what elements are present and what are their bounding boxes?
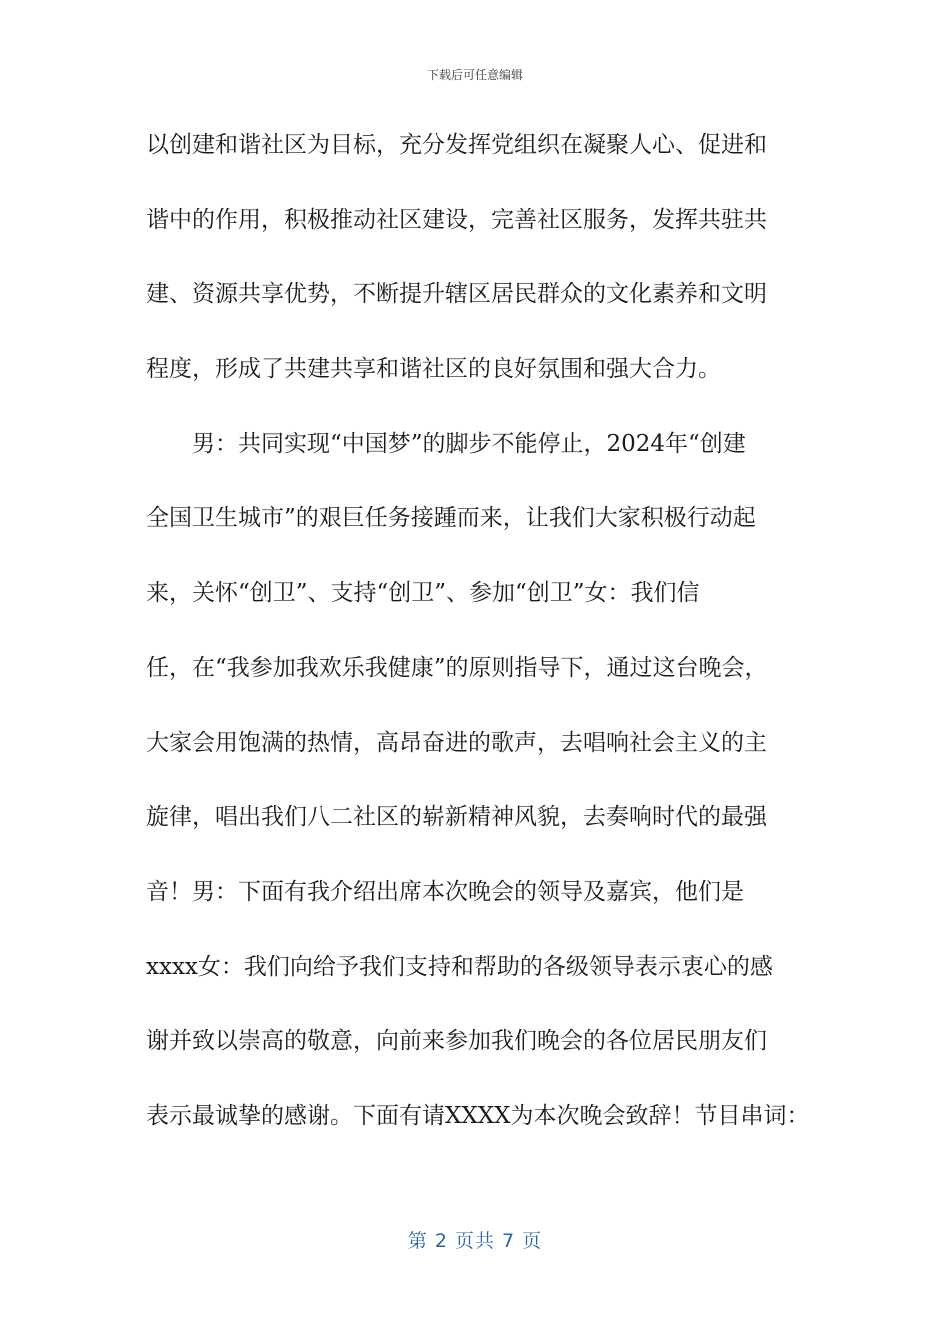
text-line: 男：共同实现“中国梦”的脚步不能停止，2024年“创建 <box>146 430 746 457</box>
text-line: 大家会用饱满的热情，高昂奋进的歌声，去唱响社会主义的主 <box>146 729 767 756</box>
text-line: 程度，形成了共建共享和谐社区的良好氛围和强大合力。 <box>146 356 721 383</box>
text-line: xxxx女：我们向给予我们支持和帮助的各级领导表示衷心的感 <box>146 953 773 980</box>
text-line: 全国卫生城市”的艰巨任务接踵而来，让我们大家积极行动起 <box>146 505 756 532</box>
text-line: 表示最诚挚的感谢。下面有请XXXX为本次晚会致辞！节目串词： <box>146 1102 810 1129</box>
text-line: 旋律，唱出我们八二社区的崭新精神风貌，去奏响时代的最强 <box>146 804 767 831</box>
text-line: 谢并致以崇高的敬意，向前来参加我们晚会的各位居民朋友们 <box>146 1028 767 1055</box>
text-line: 音！男：下面有我介绍出席本次晚会的领导及嘉宾，他们是 <box>146 878 744 905</box>
page-number-footer: 第 2 页共 7 页 <box>407 1230 543 1252</box>
document-body <box>146 124 826 1170</box>
text-line: 来，关怀“创卫”、支持“创卫”、参加“创卫”女：我们信 <box>146 580 700 607</box>
text-line: 谐中的作用，积极推动社区建设，完善社区服务，发挥共驻共 <box>146 206 767 233</box>
text-line: 任，在“我参加我欢乐我健康”的原则指导下，通过这台晚会， <box>146 654 768 681</box>
header-note: 下载后可任意编辑 <box>426 68 523 82</box>
text-line: 建、资源共享优势，不断提升辖区居民群众的文化素养和文明 <box>146 281 767 308</box>
text-line: 以创建和谐社区为目标，充分发挥党组织在凝聚人心、促进和 <box>146 132 767 158</box>
